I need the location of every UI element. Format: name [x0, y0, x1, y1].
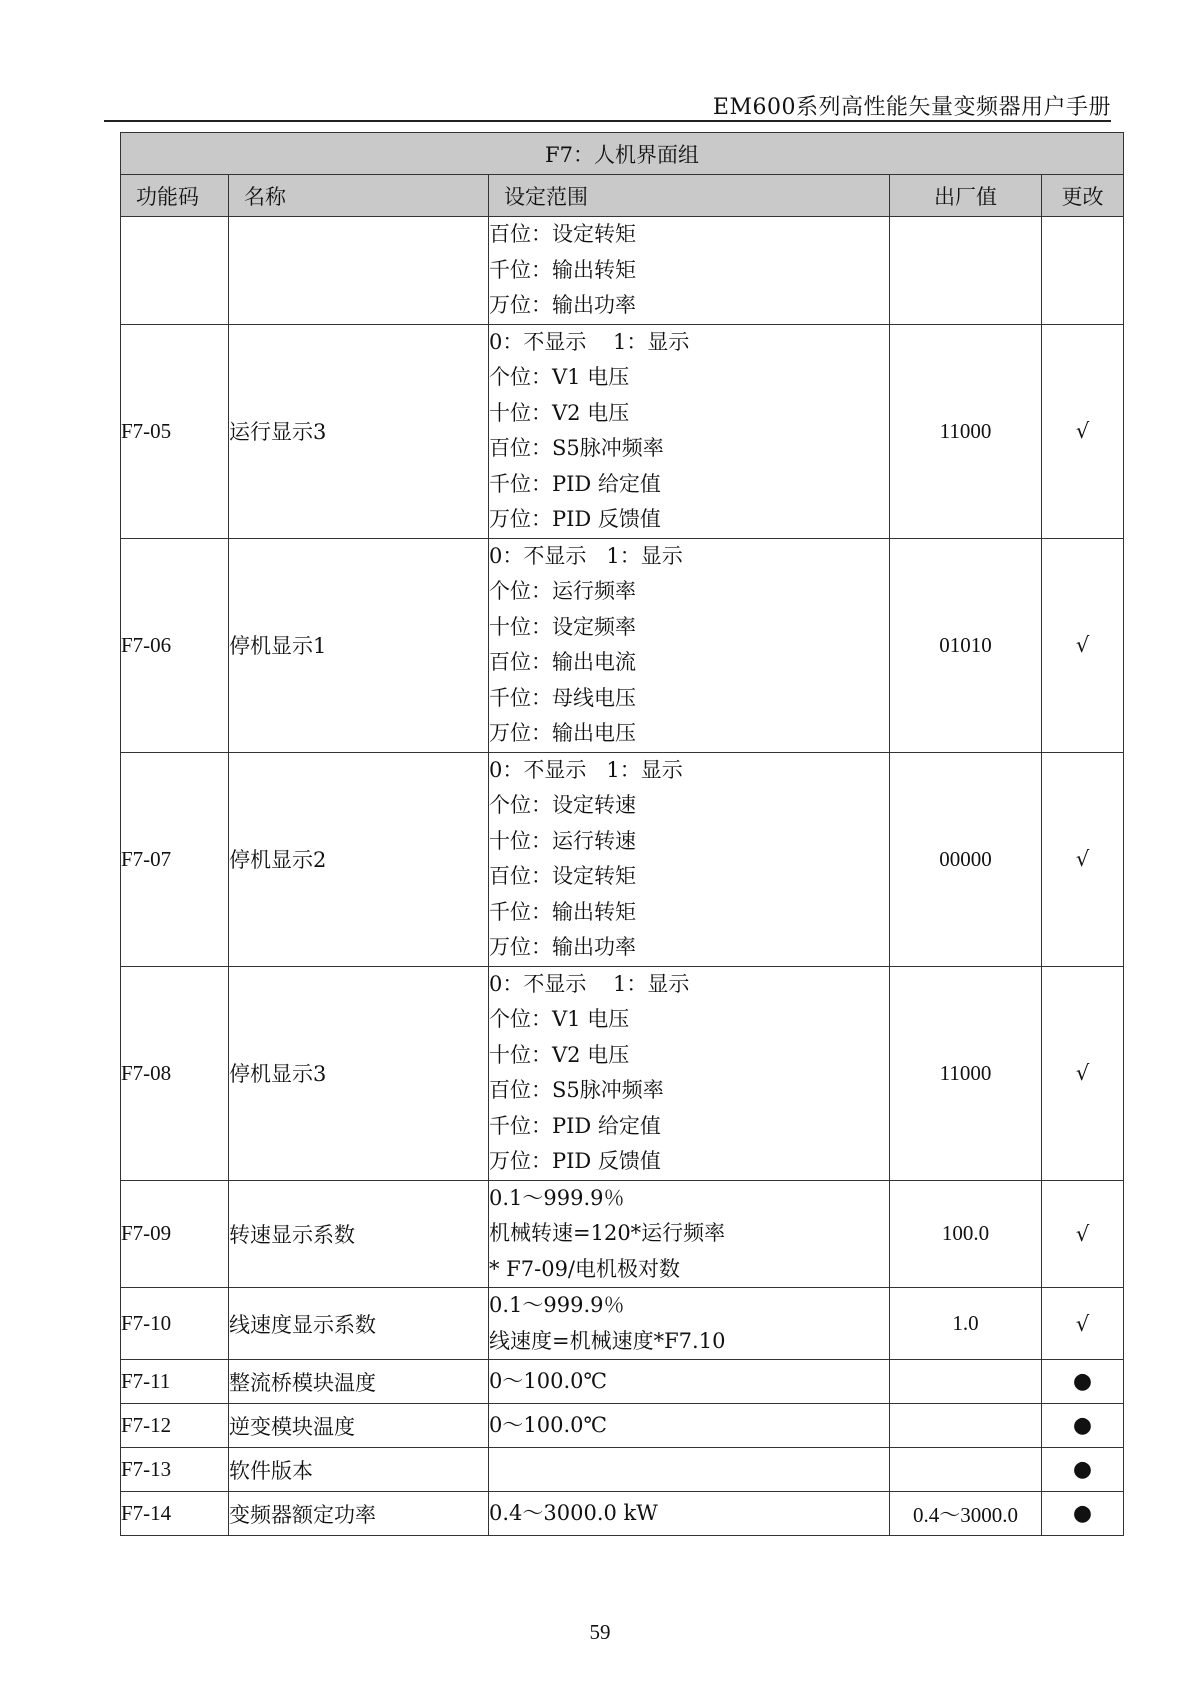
row-range: [489, 1492, 890, 1536]
row-code: F7-13: [121, 1448, 229, 1492]
row-range: [489, 324, 890, 538]
range-line: 百位：设定转矩: [489, 222, 636, 246]
row-name: 整流桥模块温度: [229, 1360, 489, 1404]
row-name: 软件版本: [229, 1448, 489, 1492]
row-range: [489, 966, 890, 1180]
row-factory-value: 11000: [890, 324, 1042, 538]
table-row-f7-11: [121, 1360, 1124, 1404]
row-range: [489, 1360, 890, 1404]
table-row-f7-08: [121, 966, 1124, 1180]
row-code: F7-08: [121, 966, 229, 1180]
modify-locked-dot-icon: ●: [1042, 1448, 1124, 1492]
range-line: 十位：V2 电压: [489, 400, 630, 425]
range-line: 百位：设定转矩: [489, 864, 636, 888]
row-code: F7-05: [121, 324, 229, 538]
modify-locked-dot-icon: ●: [1042, 1492, 1124, 1536]
range-line: 0.1～999.9％: [489, 1185, 625, 1210]
modify-allowed-check-icon: √: [1042, 1180, 1124, 1288]
modify-allowed-check-icon: √: [1042, 752, 1124, 966]
document-header-title: EM600系列高性能矢量变频器用户手册: [712, 95, 1111, 120]
row-range: [489, 217, 890, 325]
row-change-mark: [1042, 217, 1124, 325]
table-row-f7-09: [121, 1180, 1124, 1288]
table-group-title: F7：人机界面组: [121, 133, 1124, 175]
column-header-factory: 出厂值: [890, 175, 1042, 217]
row-name: 停机显示3: [229, 966, 489, 1180]
range-line: 万位：输出功率: [489, 293, 636, 317]
row-range: [489, 1288, 890, 1360]
row-factory-value: 01010: [890, 538, 1042, 752]
row-range: [489, 1448, 890, 1492]
page-number: 59: [589, 1620, 611, 1644]
range-line: 千位：母线电压: [489, 685, 636, 710]
column-header-name: 名称: [229, 175, 489, 217]
row-factory-value: [890, 217, 1042, 325]
row-name: 逆变模块温度: [229, 1404, 489, 1448]
modify-allowed-check-icon: √: [1042, 966, 1124, 1180]
row-range: [489, 538, 890, 752]
table-row-f7-12: [121, 1404, 1124, 1448]
range-line: 百位：输出电流: [489, 650, 636, 674]
modify-allowed-check-icon: √: [1042, 324, 1124, 538]
row-name: 变频器额定功率: [229, 1492, 489, 1536]
row-factory-value: 0.4～3000.0: [890, 1492, 1042, 1536]
range-line: 十位：设定频率: [489, 614, 636, 639]
table-row-f7-05: [121, 324, 1124, 538]
range-line: 0：不显示 1：显示: [489, 971, 690, 996]
row-code: F7-07: [121, 752, 229, 966]
range-line: 个位：V1 电压: [489, 1007, 630, 1031]
row-factory-value: 11000: [890, 966, 1042, 1180]
table-row-f7-06: [121, 538, 1124, 752]
range-line: 机械转速=120*运行频率: [489, 1221, 726, 1245]
range-line: * F7-09/电机极对数: [489, 1256, 680, 1281]
row-name: [229, 217, 489, 325]
range-line: 0.1～999.9％: [489, 1293, 625, 1317]
row-factory-value: [890, 1448, 1042, 1492]
row-range: [489, 752, 890, 966]
row-code: F7-12: [121, 1404, 229, 1448]
row-name: 停机显示2: [229, 752, 489, 966]
row-code: F7-09: [121, 1180, 229, 1288]
row-name: 停机显示1: [229, 538, 489, 752]
range-line: 0：不显示 1：显示: [489, 543, 683, 568]
range-line: 千位：PID 给定值: [489, 471, 661, 496]
row-factory-value: [890, 1404, 1042, 1448]
row-code: F7-14: [121, 1492, 229, 1536]
row-factory-value: [890, 1360, 1042, 1404]
row-name: 线速度显示系数: [229, 1288, 489, 1360]
table-row-f7-10: [121, 1288, 1124, 1360]
range-line: 0：不显示 1：显示: [489, 757, 683, 782]
row-code: F7-10: [121, 1288, 229, 1360]
range-line: 千位：输出转矩: [489, 257, 636, 282]
range-line: 百位：S5脉冲频率: [489, 1078, 664, 1102]
range-line: [489, 1448, 889, 1491]
range-line: 十位：V2 电压: [489, 1042, 630, 1067]
column-header-code: 功能码: [121, 175, 229, 217]
row-factory-value: 100.0: [890, 1180, 1042, 1288]
modify-allowed-check-icon: √: [1042, 1288, 1124, 1360]
range-line: 万位：PID 反馈值: [489, 507, 661, 531]
table-row-f7-13: [121, 1448, 1124, 1492]
table-row-f7-07: [121, 752, 1124, 966]
range-line: 万位：PID 反馈值: [489, 1149, 661, 1173]
row-range: [489, 1180, 890, 1288]
parameter-table: [120, 132, 1124, 1536]
range-line: 万位：输出电压: [489, 721, 636, 745]
column-header-range: 设定范围: [489, 175, 890, 217]
row-code: F7-11: [121, 1360, 229, 1404]
row-factory-value: 1.0: [890, 1288, 1042, 1360]
row-name: 运行显示3: [229, 324, 489, 538]
row-factory-value: 00000: [890, 752, 1042, 966]
range-line: 百位：S5脉冲频率: [489, 436, 664, 460]
modify-locked-dot-icon: ●: [1042, 1360, 1124, 1404]
table-row-f7-14: [121, 1492, 1124, 1536]
range-line: 万位：输出功率: [489, 935, 636, 959]
row-name: 转速显示系数: [229, 1180, 489, 1288]
range-line: 千位：输出转矩: [489, 899, 636, 924]
range-line: 千位：PID 给定值: [489, 1113, 661, 1138]
column-header-change: 更改: [1042, 175, 1124, 217]
header-divider: [104, 120, 1111, 122]
row-range: [489, 1404, 890, 1448]
modify-locked-dot-icon: ●: [1042, 1404, 1124, 1448]
range-line: 0.4～3000.0 kW: [489, 1501, 658, 1525]
range-line: 十位：运行转速: [489, 828, 636, 853]
range-line: 个位：设定转速: [489, 793, 636, 817]
modify-allowed-check-icon: √: [1042, 538, 1124, 752]
range-line: 个位：运行频率: [489, 579, 636, 603]
range-line: 个位：V1 电压: [489, 365, 630, 389]
range-line: 0：不显示 1：显示: [489, 329, 690, 354]
range-line: 0～100.0℃: [489, 1369, 607, 1393]
table-row-continuation: [121, 217, 1124, 325]
range-line: 0～100.0℃: [489, 1413, 607, 1437]
range-line: 线速度=机械速度*F7.10: [489, 1328, 726, 1353]
row-code: F7-06: [121, 538, 229, 752]
row-code: [121, 217, 229, 325]
